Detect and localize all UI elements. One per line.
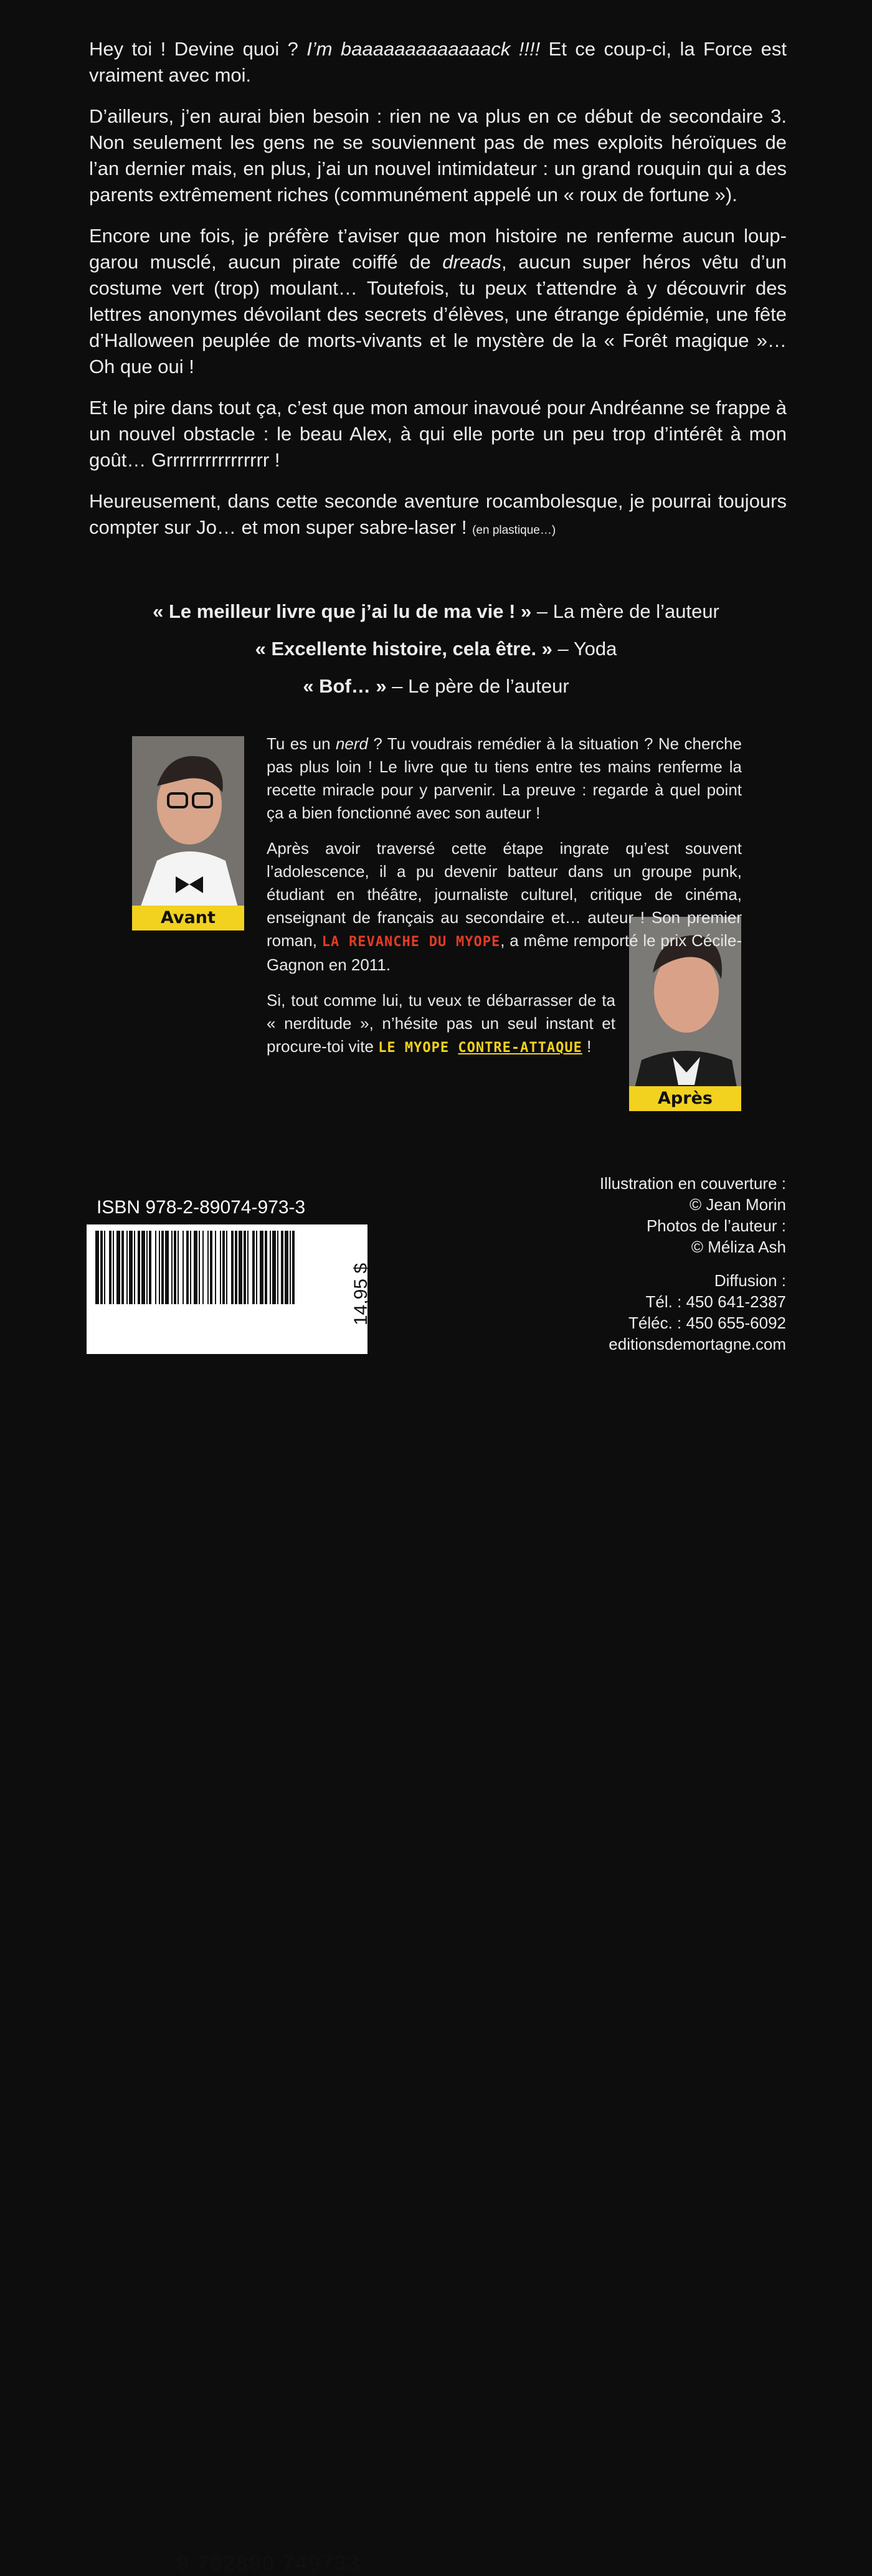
blurb-p1-text: Hey toi ! Devine quoi ? — [89, 38, 307, 60]
barcode-bar — [159, 1231, 160, 1304]
testimonial-quote: « Excellente histoire, cela être. » — [255, 638, 552, 660]
blurb-p5-text: Heureusement, dans cette seconde aventure rocambolesque, je pourrai toujours compter sur Jo… et mon super sabre-laser ! — [89, 490, 787, 538]
blurb-p1-text-end: Et ce coup-ci, la Force est vraiment avec moi. — [89, 38, 787, 86]
barcode-bar — [202, 1231, 204, 1304]
barcode-bar — [270, 1231, 271, 1304]
barcode-bar — [210, 1231, 212, 1304]
testimonial-source: – Le père de l’auteur — [386, 675, 569, 697]
blurb-p5-aside: (en plastique…) — [472, 524, 556, 537]
barcode-bar — [207, 1231, 209, 1304]
credits — [600, 1173, 786, 1355]
barcode-bar — [244, 1231, 246, 1304]
testimonial-quote: « Bof… » — [303, 675, 387, 697]
bio-p3-text: Si, tout comme lui, tu veux te débarrasser de ta « nerditude », n’hésite pas un seul instant et procure-toi vite — [267, 991, 615, 1056]
barcode-bar — [95, 1231, 99, 1304]
barcode-bar — [285, 1231, 288, 1304]
bio-p1-text: Tu es un — [267, 734, 336, 753]
book-title-part-2: CONTRE-ATTAQUE — [458, 1040, 582, 1056]
barcode-bar — [235, 1231, 237, 1304]
barcode-bar — [126, 1231, 128, 1304]
bio-paragraph-3 — [267, 989, 615, 1059]
barcode-bar — [239, 1231, 242, 1304]
barcode-bar — [277, 1231, 278, 1304]
barcode-bar — [231, 1231, 234, 1304]
testimonial — [0, 593, 872, 630]
bio-p1-emphasis: nerd — [335, 734, 369, 753]
testimonial — [0, 630, 872, 668]
publisher-website: editionsdemortagne.com — [609, 1335, 786, 1353]
author-portrait-before-icon — [132, 736, 244, 930]
barcode-bar — [190, 1231, 191, 1304]
barcode-bar — [222, 1231, 225, 1304]
barcode — [87, 1224, 367, 2575]
barcode-bar — [265, 1231, 267, 1304]
blurb-p3-text-end: , aucun super héros vêtu d’un costume vert (trop) moulant… Toutefois, tu peux t’attendre à y découvrir des lettres anonymes dévoilant des secrets d’élèves, une étrange épidémie, une fête d’Halloween peuplée de morts-vivants et le mystère de la « Forêt magique »… Oh que oui ! — [89, 251, 787, 377]
barcode-bar — [194, 1231, 197, 1304]
bio-p3-text-end: ! — [582, 1037, 592, 1056]
barcode-bar — [281, 1231, 283, 1304]
book-title-part-1: LE MYOPE — [378, 1040, 458, 1056]
barcode-bar — [178, 1231, 179, 1304]
barcode-bar — [199, 1231, 200, 1304]
bio-p1-text-end: ? Tu voudrais remédier à la situation ? Ne cherche pas plus loin ! Le livre que tu tiens entre tes mains renferme la recette miracle pour y parvenir. La preuve : regarde à quel point ça a bien fonctionné avec son auteur ! — [267, 734, 742, 822]
testimonial — [0, 668, 872, 705]
blurb-p1-emphasis: I’m baaaaaaaaaaaaack !!!! — [306, 38, 541, 60]
barcode-bar — [155, 1231, 156, 1304]
barcode-bar — [116, 1231, 120, 1304]
back-cover-blurb — [89, 36, 787, 559]
barcode-bar — [272, 1231, 276, 1304]
isbn-label: ISBN 978-2-89074-973-3 — [97, 1197, 306, 1218]
barcode-bar — [252, 1231, 255, 1304]
barcode-bar — [138, 1231, 140, 1304]
blurb-p3-text: Encore une fois, je préfère t’aviser que mon histoire ne renferme aucun loup-garou musclé, aucun pirate coiffé de — [89, 225, 787, 273]
photo-credit-name: © Méliza Ash — [691, 1238, 786, 1256]
price: 14,95 $ — [351, 1262, 371, 1326]
photo-label-before: Avant — [132, 906, 244, 930]
blurb-paragraph-2: D’ailleurs, j’en aurai bien besoin : rien ne va plus en ce début de secondaire 3. Non seulement les gens ne se souviennent pas de mes exploits héroïques de l’an dernier mais, en plus, j’ai un nouvel intimidateur : un grand rouquin qui a des parents extrêmement riches (communément appelé un « roux de fortune »). — [89, 105, 787, 206]
blurb-p3-emphasis: dreads — [442, 251, 502, 273]
photo-label-after: Après — [629, 1086, 741, 1111]
barcode-bar — [186, 1231, 189, 1304]
barcode-bar — [100, 1231, 103, 1304]
testimonial-source: – La mère de l’auteur — [531, 600, 719, 622]
fax-number: Téléc. : 450 655-6092 — [628, 1314, 786, 1332]
barcode-bar — [146, 1231, 148, 1304]
barcode-bar — [220, 1231, 221, 1304]
distribution-label: Diffusion : — [714, 1271, 786, 1290]
phone-number: Tél. : 450 641-2387 — [645, 1292, 786, 1311]
barcode-bar — [226, 1231, 227, 1304]
illustration-credit-name: © Jean Morin — [690, 1195, 786, 1214]
first-novel-title: LA REVANCHE DU MYOPE — [321, 934, 501, 950]
author-bio — [267, 732, 742, 1072]
barcode-icon — [87, 1224, 367, 1354]
testimonial-quote: « Le meilleur livre que j’ai lu de ma vie ! » — [153, 600, 532, 622]
illustration-credit-label: Illustration en couverture : — [599, 1174, 786, 1193]
barcode-bar — [104, 1231, 105, 1304]
barcode-bar — [247, 1231, 249, 1304]
barcode-bar — [171, 1231, 173, 1304]
barcode-bar — [141, 1231, 145, 1304]
barcode-bar — [256, 1231, 257, 1304]
bio-p2-text-end: , a même remporté le prix Cécile-Gagnon en 2011. — [267, 931, 742, 974]
bio-p2-text: Après avoir traversé cette étape ingrate qu’est souvent l’adolescence, il a pu devenir batteur dans un groupe punk, étudiant en théâtre, journaliste culturel, critique de cinéma, enseignant de français au secondaire et… auteur ! Son premier roman, — [267, 839, 742, 950]
blurb-paragraph-3 — [89, 223, 787, 380]
blurb-paragraph-5 — [89, 488, 787, 544]
bio-paragraph-1 — [267, 732, 742, 825]
barcode-bar — [215, 1231, 216, 1304]
barcode-bar — [129, 1231, 133, 1304]
barcode-bar — [161, 1231, 164, 1304]
credits-spacer — [600, 1257, 786, 1270]
barcode-bar — [134, 1231, 135, 1304]
barcode-bar — [292, 1231, 295, 1304]
barcode-bar — [109, 1231, 111, 1304]
barcode-bar — [174, 1231, 176, 1304]
testimonial-source: – Yoda — [552, 638, 617, 660]
barcode-bar — [113, 1231, 114, 1304]
barcode-bar — [290, 1231, 291, 1304]
blurb-paragraph-1 — [89, 36, 787, 88]
testimonials — [0, 593, 872, 705]
barcode-bar — [149, 1231, 151, 1304]
barcode-bar — [165, 1231, 169, 1304]
author-photo-before — [132, 736, 244, 930]
barcode-bar — [121, 1231, 124, 1304]
blurb-paragraph-4: Et le pire dans tout ça, c’est que mon amour inavoué pour Andréanne se frappe à un nouvel obstacle : le beau Alex, à qui elle porte un peu trop d’intérêt à mon goût… Grrrrrrrrrrrrrrrr ! — [89, 397, 787, 471]
bio-paragraph-2 — [267, 837, 742, 977]
barcode-bar — [260, 1231, 263, 1304]
barcode-number: 9 782890 749733 — [177, 2552, 361, 2575]
barcode-bar — [182, 1231, 184, 1304]
photo-credit-label: Photos de l’auteur : — [646, 1216, 786, 1235]
